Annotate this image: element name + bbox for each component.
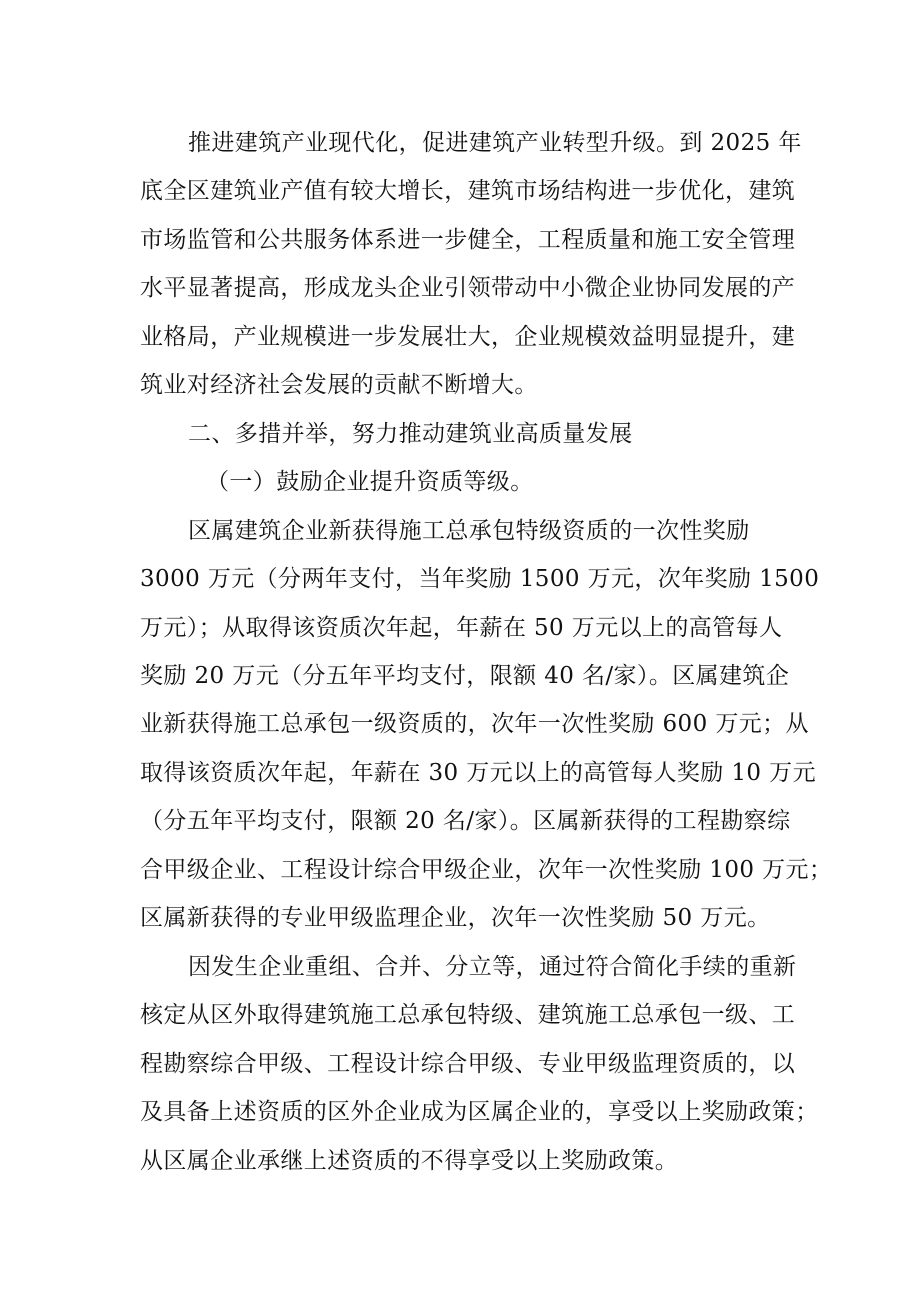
paragraph-3-line-2: 核定从区外取得建筑施工总承包特级、建筑施工总承包一级、工 [140,1002,796,1028]
paragraph-1-line-3: 市场监管和公共服务体系进一步健全，工程质量和施工安全管理 [140,227,796,253]
paragraph-2-line-8: 合甲级企业、工程设计综合甲级企业，次年一次性奖励 100 万元； [140,857,833,883]
paragraph-1-line-4: 水平显著提高，形成龙头企业引领带动中小微企业协同发展的产 [140,275,796,301]
paragraph-1-line-1: 推进建筑产业现代化，促进建筑产业转型升级。到 2025 年 [188,130,802,156]
paragraph-3-line-5: 从区属企业承继上述资质的不得享受以上奖励政策。 [140,1148,679,1174]
paragraph-3-line-3: 程勘察综合甲级、工程设计综合甲级、专业甲级监理资质的，以 [140,1051,796,1077]
paragraph-3-line-4: 及具备上述资质的区外企业成为区属企业的，享受以上奖励政策； [140,1099,819,1125]
paragraph-2-line-4: 奖励 20 万元（分五年平均支付，限额 40 名/家）。区属建筑企 [140,663,790,689]
paragraph-2-line-5: 业新获得施工总承包一级资质的，次年一次性奖励 600 万元；从 [140,711,809,737]
paragraph-1-line-2: 底全区建筑业产值有较大增长，建筑市场结构进一步优化，建筑 [140,178,796,204]
paragraph-2-line-3: 万元）；从取得该资质次年起，年薪在 50 万元以上的高管每人 [140,615,783,641]
paragraph-2-line-6: 取得该资质次年起，年薪在 30 万元以上的高管每人奖励 10 万元 [140,760,816,786]
paragraph-1-line-5: 业格局，产业规模进一步发展壮大，企业规模效益明显提升，建 [140,324,796,350]
paragraph-1-line-6: 筑业对经济社会发展的贡献不断增大。 [140,372,538,398]
paragraph-2-line-1: 区属建筑企业新获得施工总承包特级资质的一次性奖励 [188,518,750,544]
section-heading: 二、多措并举，努力推动建筑业高质量发展 [188,421,633,447]
paragraph-3-line-1: 因发生企业重组、合并、分立等，通过符合简化手续的重新 [188,954,797,980]
paragraph-2-line-2: 3000 万元（分两年支付，当年奖励 1500 万元，次年奖励 1500 [140,566,820,592]
subsection-heading: （一）鼓励企业提升资质等级。 [206,469,534,495]
paragraph-2-line-7: （分五年平均支付，限额 20 名/家）。区属新获得的工程勘察综 [140,808,791,834]
paragraph-2-line-9: 区属新获得的专业甲级监理企业，次年一次性奖励 50 万元。 [140,905,771,931]
